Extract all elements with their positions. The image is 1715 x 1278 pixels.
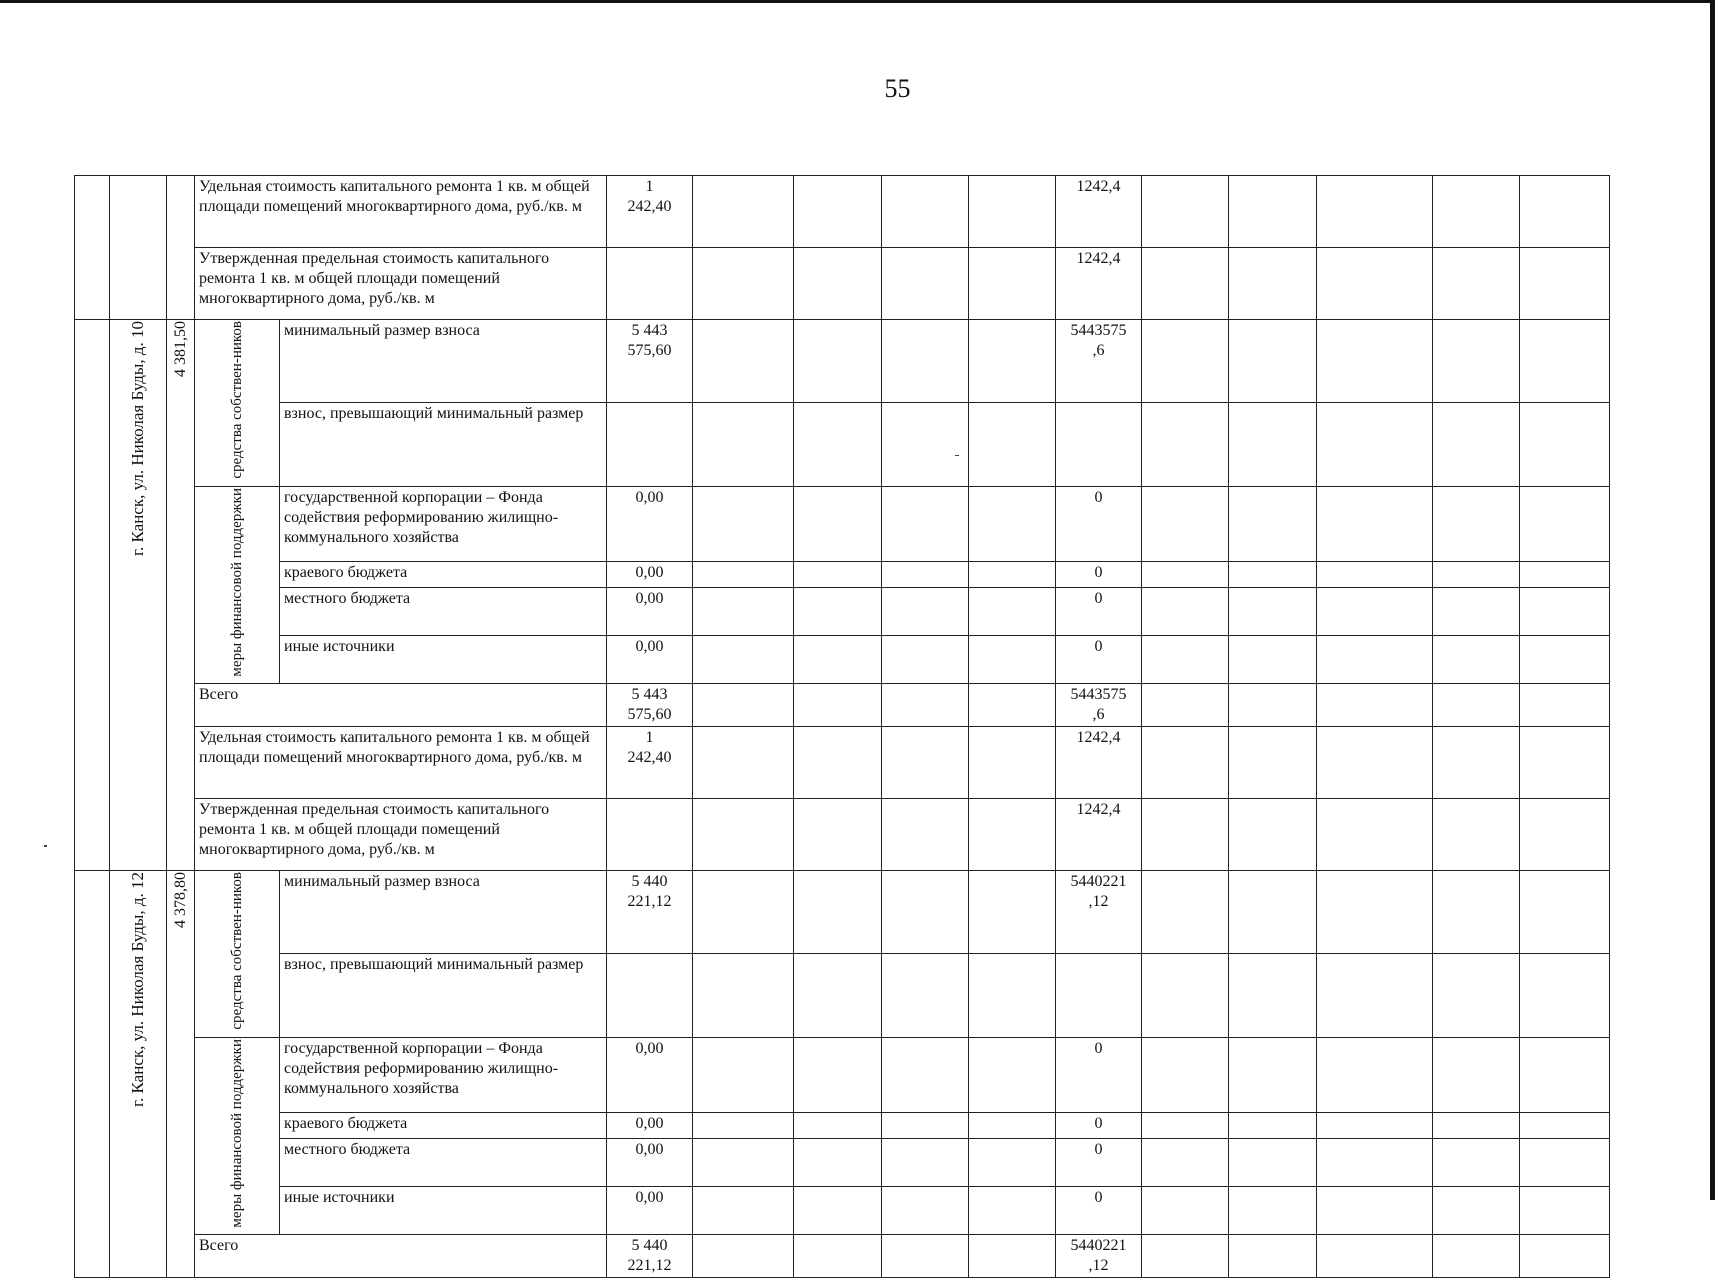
table-cell	[1142, 684, 1229, 727]
table-cell	[1520, 1112, 1610, 1138]
table-row	[75, 486, 1610, 561]
table-cell	[693, 799, 794, 871]
table-cell	[1317, 1235, 1433, 1278]
row-total: 1242,4	[1056, 799, 1142, 871]
table-cell	[693, 871, 794, 954]
table-cell	[1433, 176, 1520, 248]
table-cell	[882, 635, 969, 683]
table-cell	[693, 403, 794, 486]
row-label: краевого бюджета	[280, 561, 607, 587]
table-cell	[794, 1138, 882, 1186]
table-cell	[1520, 561, 1610, 587]
table-cell	[882, 403, 969, 486]
row-label: Утвержденная предельная стоимость капитального ремонта 1 кв. м общей площади помещений многоквартирного дома, руб./кв. м	[195, 799, 607, 871]
table-cell	[1317, 561, 1433, 587]
table-cell	[1433, 587, 1520, 635]
row-label: местного бюджета	[280, 1138, 607, 1186]
table-cell	[693, 1187, 794, 1235]
row-value: 0,00	[607, 1187, 693, 1235]
row-label: краевого бюджета	[280, 1112, 607, 1138]
table-cell	[794, 561, 882, 587]
table-cell	[1142, 871, 1229, 954]
table-cell	[1317, 486, 1433, 561]
table-cell	[969, 684, 1056, 727]
table-cell	[1433, 684, 1520, 727]
table-cell	[693, 587, 794, 635]
row-total: 0	[1056, 1187, 1142, 1235]
row-value: 1 242,40	[607, 727, 693, 799]
table-cell	[693, 1235, 794, 1278]
table-cell	[882, 727, 969, 799]
table-cell	[794, 635, 882, 683]
table-row	[75, 587, 1610, 635]
table-cell	[1520, 954, 1610, 1037]
table-cell	[1520, 1235, 1610, 1278]
table-cell	[693, 954, 794, 1037]
table-cell	[1142, 1037, 1229, 1112]
scan-edge-top	[0, 0, 1715, 3]
table-cell	[693, 1112, 794, 1138]
building-address: г. Канск, ул. Николая Буды, д. 10	[110, 320, 167, 871]
table-cell	[1142, 1112, 1229, 1138]
table-cell	[1229, 403, 1317, 486]
table-cell	[882, 1138, 969, 1186]
table-cell	[1317, 799, 1433, 871]
row-label: местного бюджета	[280, 587, 607, 635]
building-area: 4 381,50	[167, 320, 195, 871]
table-cell	[1433, 635, 1520, 683]
table-cell	[969, 486, 1056, 561]
table-cell	[969, 1187, 1056, 1235]
table-cell	[1317, 1037, 1433, 1112]
table-cell	[794, 1235, 882, 1278]
table-cell	[1317, 684, 1433, 727]
table-cell	[1317, 1138, 1433, 1186]
row-total: 5443575 ,6	[1056, 320, 1142, 403]
table-cell	[1142, 727, 1229, 799]
table-cell	[794, 403, 882, 486]
table-row	[75, 954, 1610, 1037]
row-total	[1056, 954, 1142, 1037]
table-cell	[882, 176, 969, 248]
table-cell	[693, 684, 794, 727]
row-total: 1242,4	[1056, 727, 1142, 799]
table-cell	[1433, 248, 1520, 320]
row-value: 5 443 575,60	[607, 684, 693, 727]
group-financial-support: меры финансовой поддержки	[195, 486, 280, 684]
row-label: Всего	[195, 684, 607, 727]
table-cell	[882, 684, 969, 727]
table-cell	[794, 727, 882, 799]
table-cell	[969, 1138, 1056, 1186]
row-value: 1 242,40	[607, 176, 693, 248]
scan-edge-right	[1710, 0, 1715, 1200]
table-cell	[1433, 1037, 1520, 1112]
row-value: 0,00	[607, 561, 693, 587]
table-cell	[969, 1037, 1056, 1112]
row-value: 5 443 575,60	[607, 320, 693, 403]
row-value: 0,00	[607, 486, 693, 561]
table-cell	[1142, 1138, 1229, 1186]
row-label: Всего	[195, 1235, 607, 1278]
table-cell	[1229, 871, 1317, 954]
table-cell	[794, 486, 882, 561]
table-cell	[75, 871, 110, 1278]
table-cell	[1520, 727, 1610, 799]
row-total: 5440221 ,12	[1056, 871, 1142, 954]
row-total: 5443575 ,6	[1056, 684, 1142, 727]
table-cell	[794, 176, 882, 248]
row-total: 0	[1056, 587, 1142, 635]
table-row	[75, 684, 1610, 727]
table-cell	[1520, 587, 1610, 635]
table-cell	[1229, 954, 1317, 1037]
table-row	[75, 1187, 1610, 1235]
table-cell	[1317, 1187, 1433, 1235]
table-cell	[969, 587, 1056, 635]
row-label: минимальный размер взноса	[280, 871, 607, 954]
table-cell	[1520, 403, 1610, 486]
row-value: 0,00	[607, 635, 693, 683]
row-total: 1242,4	[1056, 248, 1142, 320]
row-value: 0,00	[607, 587, 693, 635]
table-cell	[969, 1235, 1056, 1278]
group-financial-support: меры финансовой поддержки	[195, 1037, 280, 1235]
building-address: г. Канск, ул. Николая Буды, д. 12	[110, 871, 167, 1278]
table-cell	[1142, 561, 1229, 587]
table-cell	[969, 176, 1056, 248]
table-cell	[794, 320, 882, 403]
table-cell	[882, 248, 969, 320]
building-area: 4 378,80	[167, 871, 195, 1278]
table-cell	[1142, 799, 1229, 871]
table-row	[75, 1138, 1610, 1186]
table-cell	[1317, 176, 1433, 248]
table-row	[75, 727, 1610, 799]
table-cell	[1317, 403, 1433, 486]
table-cell	[693, 727, 794, 799]
table-row	[75, 248, 1610, 320]
table-cell	[882, 1112, 969, 1138]
row-value	[607, 799, 693, 871]
table-cell	[1317, 587, 1433, 635]
table-cell	[1229, 248, 1317, 320]
table-cell	[1520, 1037, 1610, 1112]
table-cell	[1433, 320, 1520, 403]
row-label: взнос, превышающий минимальный размер	[280, 403, 607, 486]
row-total: 1242,4	[1056, 176, 1142, 248]
table-cell	[1520, 486, 1610, 561]
table-cell	[1229, 1037, 1317, 1112]
table-cell	[1142, 587, 1229, 635]
table-row	[75, 1037, 1610, 1112]
row-value: 5 440 221,12	[607, 871, 693, 954]
row-label: Удельная стоимость капитального ремонта 1 кв. м общей площади помещений многоквартирного дома, руб./кв. м	[195, 176, 607, 248]
table-cell	[1229, 561, 1317, 587]
row-label: Утвержденная предельная стоимость капитального ремонта 1 кв. м общей площади помещений многоквартирного дома, руб./кв. м	[195, 248, 607, 320]
table-cell	[1229, 176, 1317, 248]
table-cell	[1433, 727, 1520, 799]
table-cell	[882, 871, 969, 954]
table-cell	[882, 954, 969, 1037]
table-cell	[969, 320, 1056, 403]
row-label: Удельная стоимость капитального ремонта 1 кв. м общей площади помещений многоквартирного дома, руб./кв. м	[195, 727, 607, 799]
table-row	[75, 1235, 1610, 1278]
table-cell	[882, 320, 969, 403]
table-cell	[969, 954, 1056, 1037]
table-cell	[882, 799, 969, 871]
table-cell	[1520, 799, 1610, 871]
table-cell	[1520, 320, 1610, 403]
table-cell	[969, 871, 1056, 954]
row-total: 0	[1056, 1112, 1142, 1138]
table-cell	[1433, 486, 1520, 561]
table-cell	[693, 635, 794, 683]
table-cell	[110, 176, 167, 320]
table-cell	[75, 176, 110, 320]
table-cell	[1520, 1138, 1610, 1186]
table-row	[75, 320, 1610, 403]
table-cell	[794, 587, 882, 635]
table-cell	[882, 561, 969, 587]
table-cell	[693, 176, 794, 248]
scan-speck	[44, 845, 47, 847]
row-total: 0	[1056, 1138, 1142, 1186]
table-cell	[1229, 727, 1317, 799]
table-cell	[794, 684, 882, 727]
table-cell	[969, 561, 1056, 587]
table-cell	[1229, 1187, 1317, 1235]
row-total: 5440221 ,12	[1056, 1235, 1142, 1278]
table-cell	[693, 320, 794, 403]
row-label: иные источники	[280, 1187, 607, 1235]
table-cell	[1142, 176, 1229, 248]
table-row	[75, 1112, 1610, 1138]
table-cell	[1317, 871, 1433, 954]
table-cell	[693, 561, 794, 587]
table-cell	[1520, 1187, 1610, 1235]
table-cell	[1317, 320, 1433, 403]
row-value: 5 440 221,12	[607, 1235, 693, 1278]
table-cell	[1317, 727, 1433, 799]
table-cell	[1433, 403, 1520, 486]
table-row	[75, 799, 1610, 871]
row-total: 0	[1056, 635, 1142, 683]
table-cell	[969, 727, 1056, 799]
page-number: 55	[884, 74, 911, 103]
table-cell	[1433, 954, 1520, 1037]
row-value: 0,00	[607, 1138, 693, 1186]
table-cell	[1142, 403, 1229, 486]
table-cell	[1520, 871, 1610, 954]
table-cell	[1142, 486, 1229, 561]
table-cell	[1229, 1235, 1317, 1278]
table-cell	[969, 403, 1056, 486]
table-cell	[167, 176, 195, 320]
table-cell	[882, 1037, 969, 1112]
table-cell	[1142, 1187, 1229, 1235]
table-cell	[1229, 799, 1317, 871]
table-cell	[1142, 320, 1229, 403]
table-cell	[1229, 635, 1317, 683]
table-cell	[1142, 954, 1229, 1037]
table-cell	[969, 635, 1056, 683]
table-cell	[1433, 799, 1520, 871]
table-cell	[1142, 635, 1229, 683]
table-cell	[1229, 1138, 1317, 1186]
table-cell	[794, 248, 882, 320]
row-total: 0	[1056, 561, 1142, 587]
table-row	[75, 635, 1610, 683]
table-cell	[1229, 684, 1317, 727]
table-cell	[1317, 635, 1433, 683]
group-owner-funds: средства собствен-ников	[195, 871, 280, 1038]
group-owner-funds: средства собствен-ников	[195, 320, 280, 487]
table-row	[75, 871, 1610, 954]
row-value	[607, 403, 693, 486]
table-cell	[1142, 248, 1229, 320]
table-cell	[1520, 176, 1610, 248]
row-label: взнос, превышающий минимальный размер	[280, 954, 607, 1037]
table-cell	[882, 587, 969, 635]
row-value	[607, 954, 693, 1037]
table-cell	[1433, 1138, 1520, 1186]
table-cell	[794, 871, 882, 954]
table-cell	[882, 486, 969, 561]
table-cell	[794, 954, 882, 1037]
table-cell	[693, 486, 794, 561]
table-cell	[693, 1138, 794, 1186]
table-cell	[882, 1235, 969, 1278]
table-cell	[1433, 1187, 1520, 1235]
table-row	[75, 403, 1610, 486]
table-cell	[1317, 1112, 1433, 1138]
table-cell	[1520, 635, 1610, 683]
table-cell	[1229, 1112, 1317, 1138]
table-cell	[1317, 954, 1433, 1037]
capital-repair-table	[74, 175, 1610, 1278]
table-cell	[882, 1187, 969, 1235]
row-total	[1056, 403, 1142, 486]
table-cell	[794, 1037, 882, 1112]
table-cell	[1520, 684, 1610, 727]
row-label: иные источники	[280, 635, 607, 683]
table-cell	[1317, 248, 1433, 320]
table-cell	[693, 248, 794, 320]
table-cell	[794, 1112, 882, 1138]
table-cell	[1229, 320, 1317, 403]
row-total: 0	[1056, 1037, 1142, 1112]
table-cell	[1433, 561, 1520, 587]
row-value: 0,00	[607, 1037, 693, 1112]
table-cell	[1229, 486, 1317, 561]
table-cell	[693, 1037, 794, 1112]
table-cell	[1433, 871, 1520, 954]
table-cell	[969, 248, 1056, 320]
table-cell	[1229, 587, 1317, 635]
row-value: 0,00	[607, 1112, 693, 1138]
row-label: государственной корпорации – Фонда содействия реформированию жилищно-коммунального хозяйства	[280, 486, 607, 561]
table-cell	[1433, 1235, 1520, 1278]
table-cell	[794, 1187, 882, 1235]
table-cell	[607, 248, 693, 320]
table-row	[75, 176, 1610, 248]
table-cell	[1433, 1112, 1520, 1138]
table-cell	[75, 320, 110, 871]
table-cell	[1142, 1235, 1229, 1278]
table-cell	[1520, 248, 1610, 320]
table-cell	[969, 799, 1056, 871]
table-cell	[969, 1112, 1056, 1138]
table-row	[75, 561, 1610, 587]
table-cell	[794, 799, 882, 871]
row-label: государственной корпорации – Фонда содействия реформированию жилищно-коммунального хозяйства	[280, 1037, 607, 1112]
row-label: минимальный размер взноса	[280, 320, 607, 403]
row-total: 0	[1056, 486, 1142, 561]
